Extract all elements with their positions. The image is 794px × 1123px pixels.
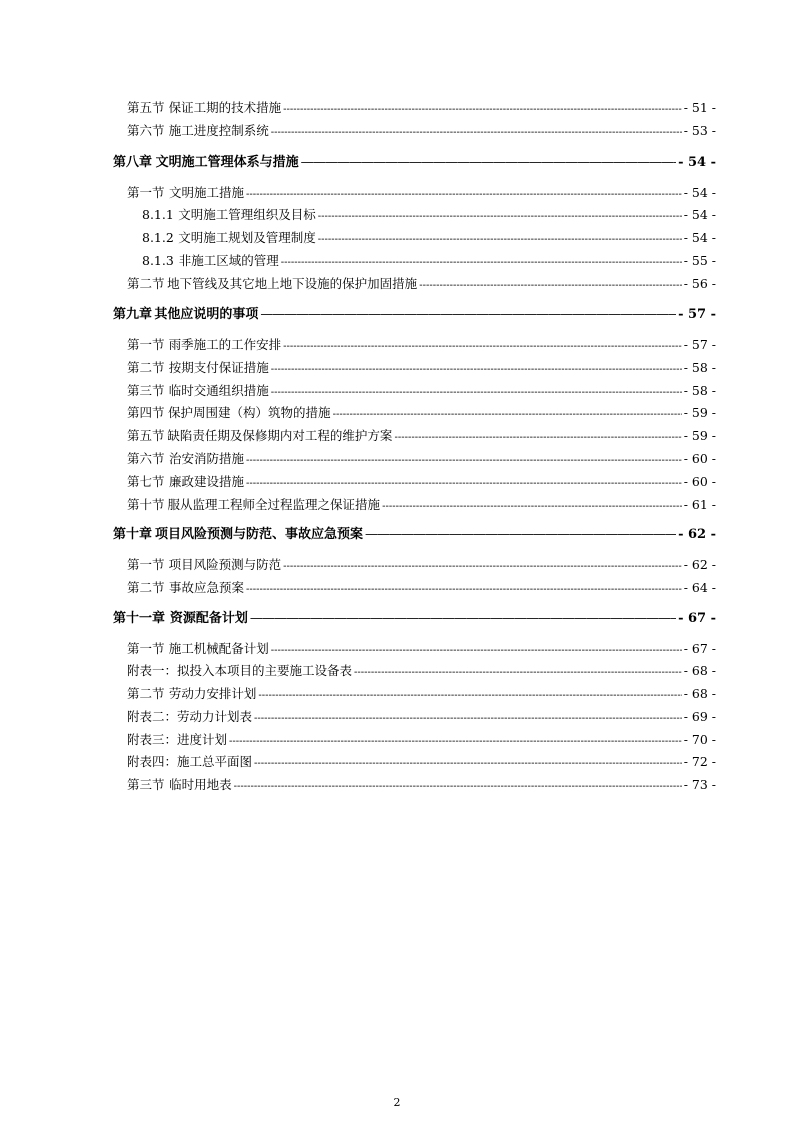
- toc-chapter-entry[interactable]: [0, 307, 794, 323]
- toc-entry[interactable]: [0, 405, 794, 423]
- toc-chapter-title: 项目风险预测与防范、事故应急预案: [155, 527, 364, 542]
- toc-entry-title: 劳动力安排计划: [168, 686, 257, 701]
- toc-entry-page: - 62 -: [683, 557, 716, 572]
- toc-entry[interactable]: [0, 709, 794, 727]
- toc-entry-page: - 72 -: [683, 754, 716, 769]
- toc-entry-number: 第二节: [127, 686, 165, 701]
- toc-entry-number: 第六节: [127, 123, 165, 138]
- toc-entry[interactable]: [0, 337, 794, 355]
- toc-chapter-number: 第八章: [113, 155, 153, 170]
- toc-chapter-number: 第九章: [113, 307, 153, 322]
- toc-entry-number: 第五节: [127, 100, 165, 115]
- toc-chapter-number: 第十一章: [113, 611, 166, 626]
- dot-leader: [254, 756, 682, 772]
- toc-entry[interactable]: [0, 123, 794, 141]
- dot-leader: [246, 476, 682, 492]
- toc-entry-page: - 59 -: [683, 405, 716, 420]
- toc-entry[interactable]: [0, 276, 794, 294]
- dot-leader: [333, 407, 682, 423]
- toc-entry-number: 附表四：: [127, 754, 178, 769]
- dot-leader: [283, 559, 682, 575]
- toc-entry-page: - 68 -: [683, 686, 716, 701]
- toc-entry[interactable]: [0, 360, 794, 378]
- toc-entry-number: 第五节: [127, 428, 165, 443]
- toc-entry-number: 第一节: [127, 641, 165, 656]
- toc-entry-number: 附表一：: [127, 663, 178, 678]
- toc-chapter-entry[interactable]: [0, 611, 794, 627]
- page-number: 2: [393, 1096, 401, 1109]
- toc-entry-page: - 69 -: [683, 709, 716, 724]
- toc-entry-title: 按期支付保证措施: [168, 360, 269, 375]
- toc-entry[interactable]: [0, 557, 794, 575]
- toc-entry-title: 施工进度控制系统: [168, 123, 269, 138]
- toc-entry-page: - 58 -: [683, 360, 716, 375]
- toc-entry-number: 第一节: [127, 557, 165, 572]
- dash-leader: [260, 307, 676, 323]
- toc-entry-number: 附表二：: [127, 709, 178, 724]
- toc-entry-page: - 54 -: [683, 185, 716, 200]
- toc-subentry[interactable]: [0, 253, 794, 271]
- toc-chapter-page: - 67 -: [678, 611, 716, 626]
- toc-subentry-title: 非施工区域的管理: [178, 253, 279, 268]
- toc-entry-number: 第三节: [127, 777, 165, 792]
- toc-entry-page: - 67 -: [683, 641, 716, 656]
- toc-entry-title: 服从监理工程师全过程监理之保证措施: [167, 497, 381, 512]
- toc-entry-page: - 70 -: [683, 732, 716, 747]
- toc-subentry-number: 8.1.1: [142, 207, 174, 222]
- toc-entry-title: 雨季施工的工作安排: [168, 337, 282, 352]
- toc-entry-page: - 58 -: [683, 383, 716, 398]
- toc-chapter-page: - 54 -: [678, 155, 716, 170]
- toc-entry[interactable]: [0, 185, 794, 203]
- dash-leader: [301, 155, 676, 171]
- toc-entry-title: 缺陷责任期及保修期内对工程的维护方案: [167, 428, 393, 443]
- toc-subentry[interactable]: [0, 230, 794, 248]
- toc-entry[interactable]: [0, 474, 794, 492]
- dot-leader: [271, 643, 682, 659]
- toc-entry-title: 文明施工措施: [168, 185, 244, 200]
- dot-leader: [419, 278, 682, 294]
- dot-leader: [283, 339, 682, 355]
- dash-leader: [365, 527, 676, 543]
- toc-entry-page: - 61 -: [683, 497, 716, 512]
- dot-leader: [318, 209, 682, 225]
- toc-entry[interactable]: [0, 641, 794, 659]
- dot-leader: [271, 362, 682, 378]
- toc-subentry-page: - 54 -: [683, 230, 716, 245]
- toc-entry-title: 项目风险预测与防范: [168, 557, 282, 572]
- toc-entry-number: 第一节: [127, 337, 165, 352]
- toc-entry[interactable]: [0, 451, 794, 469]
- toc-entry[interactable]: [0, 663, 794, 681]
- dot-leader: [229, 734, 682, 750]
- toc-entry-number: 第四节: [127, 405, 165, 420]
- toc-entry-page: - 60 -: [683, 474, 716, 489]
- dash-leader: [250, 611, 676, 627]
- toc-subentry-title: 文明施工管理组织及目标: [178, 207, 316, 222]
- toc-entry[interactable]: [0, 428, 794, 446]
- toc-entry-page: - 51 -: [683, 100, 716, 115]
- toc-entry[interactable]: [0, 383, 794, 401]
- dot-leader: [234, 779, 682, 795]
- toc-entry[interactable]: [0, 732, 794, 750]
- dot-leader: [382, 499, 682, 515]
- dot-leader: [283, 102, 682, 118]
- toc-chapter-page: - 62 -: [678, 527, 716, 542]
- toc-entry-title: 保证工期的技术措施: [168, 100, 282, 115]
- toc-entry[interactable]: [0, 777, 794, 795]
- toc-entry-title: 临时交通组织措施: [168, 383, 269, 398]
- toc-entry[interactable]: [0, 686, 794, 704]
- toc-chapter-title: 资源配备计划: [169, 611, 248, 626]
- dot-leader: [394, 430, 681, 446]
- toc-entry-number: 第二节: [127, 276, 165, 291]
- toc-entry-number: 第七节: [127, 474, 165, 489]
- toc-entry-title: 保护周围建（构）筑物的措施: [168, 405, 331, 420]
- dot-leader: [318, 232, 682, 248]
- toc-entry-title: 施工机械配备计划: [168, 641, 269, 656]
- toc-entry-page: - 60 -: [683, 451, 716, 466]
- toc-entry[interactable]: [0, 100, 794, 118]
- toc-entry-number: 第一节: [127, 185, 165, 200]
- dot-leader: [271, 125, 682, 141]
- toc-entry-number: 第二节: [127, 580, 165, 595]
- toc-subentry[interactable]: [0, 207, 794, 225]
- dot-leader: [246, 187, 682, 203]
- toc-chapter-page: - 57 -: [678, 307, 716, 322]
- toc-entry[interactable]: [0, 497, 794, 515]
- dot-leader: [246, 453, 682, 469]
- toc-entry-number: 第二节: [127, 360, 165, 375]
- toc-chapter-entry[interactable]: [0, 527, 794, 543]
- toc-chapter-number: 第十章: [113, 527, 153, 542]
- toc-entry-page: - 68 -: [683, 663, 716, 678]
- toc-chapter-title: 文明施工管理体系与措施: [155, 155, 299, 170]
- toc-entry-title: 拟投入本项目的主要施工设备表: [177, 663, 353, 678]
- toc-subentry-number: 8.1.3: [142, 253, 174, 268]
- toc-entry-number: 第六节: [127, 451, 165, 466]
- toc-entry-page: - 56 -: [683, 276, 716, 291]
- dot-leader: [354, 665, 682, 681]
- toc-entry-number: 第三节: [127, 383, 165, 398]
- toc-entry-page: - 53 -: [683, 123, 716, 138]
- dot-leader: [258, 688, 681, 704]
- toc-chapter-title: 其他应说明的事项: [154, 307, 259, 322]
- toc-chapter-entry[interactable]: [0, 155, 794, 171]
- toc-entry-page: - 73 -: [683, 777, 716, 792]
- toc-subentry-page: - 54 -: [683, 207, 716, 222]
- toc-entry-page: - 57 -: [683, 337, 716, 352]
- toc-entry-title: 劳动力计划表: [177, 709, 253, 724]
- toc-entry-title: 治安消防措施: [168, 451, 244, 466]
- dot-leader: [254, 711, 682, 727]
- toc-entry-title: 廉政建设措施: [168, 474, 244, 489]
- toc-entry-title: 进度计划: [177, 732, 228, 747]
- dot-leader: [246, 582, 682, 598]
- dot-leader: [281, 255, 682, 271]
- toc-subentry-page: - 55 -: [683, 253, 716, 268]
- toc-subentry-number: 8.1.2: [142, 230, 174, 245]
- toc-entry-title: 地下管线及其它地上地下设施的保护加固措施: [167, 276, 418, 291]
- toc-subentry-title: 文明施工规划及管理制度: [178, 230, 316, 245]
- toc-entry[interactable]: [0, 754, 794, 772]
- toc-entry-number: 第十节: [127, 497, 165, 512]
- dot-leader: [271, 385, 682, 401]
- toc-entry[interactable]: [0, 580, 794, 598]
- toc-entry-title: 临时用地表: [169, 777, 232, 792]
- toc-entry-number: 附表三：: [127, 732, 178, 747]
- toc-entry-page: - 64 -: [683, 580, 716, 595]
- toc-entry-page: - 59 -: [683, 428, 716, 443]
- toc-entry-title: 事故应急预案: [168, 580, 244, 595]
- toc-entry-title: 施工总平面图: [177, 754, 253, 769]
